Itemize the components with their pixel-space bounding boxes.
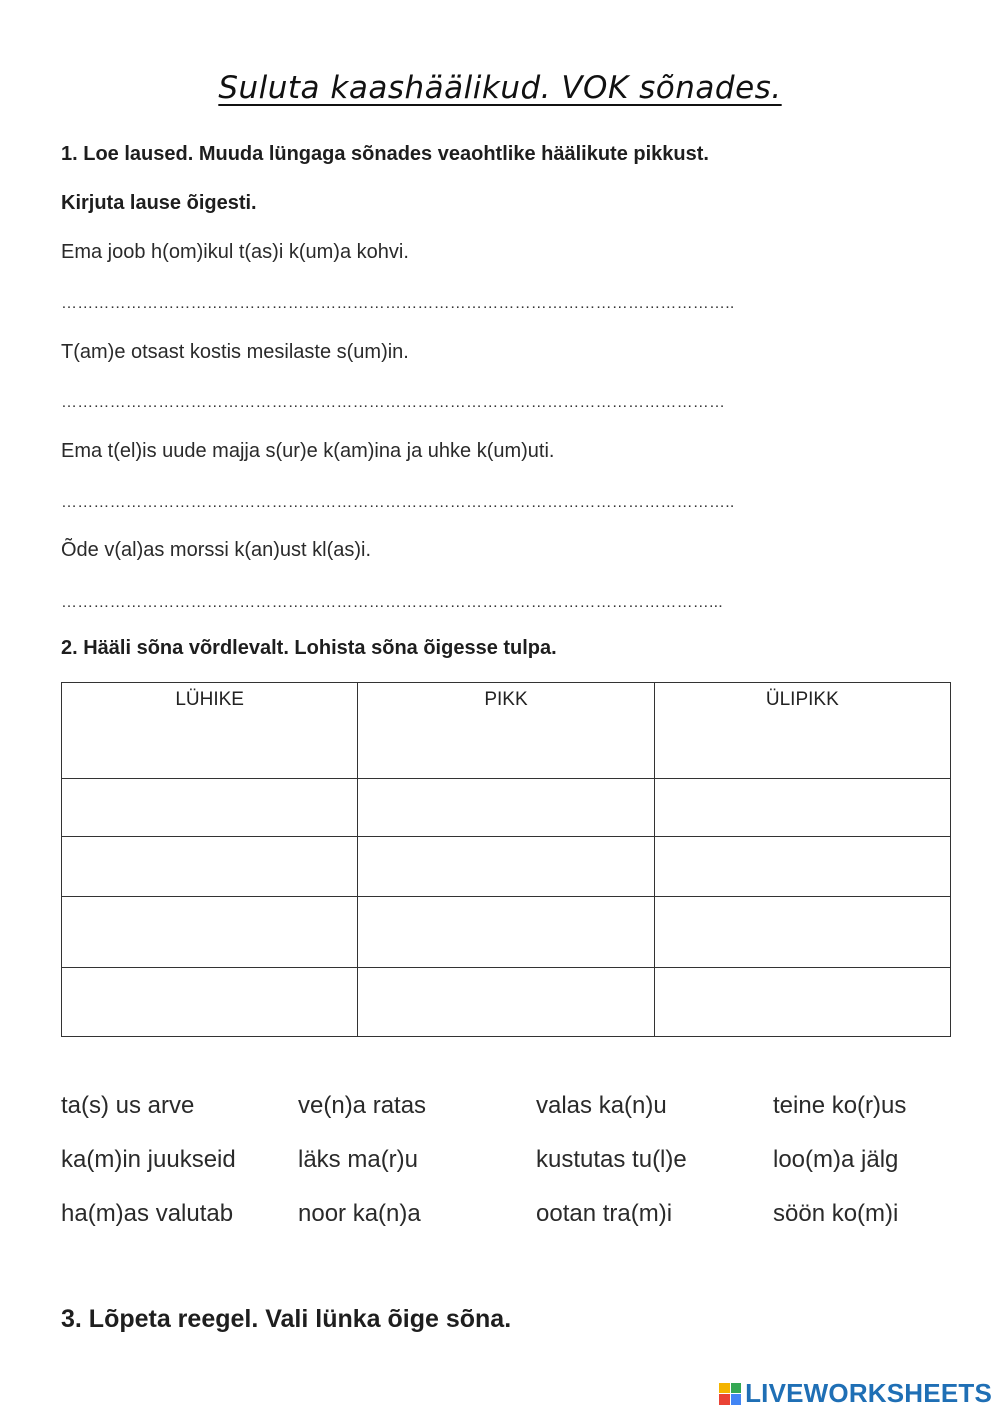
sentence-3: Ema t(el)is uude majja s(ur)e k(am)ina ja uhke k(um)uti. xyxy=(61,440,555,462)
liveworksheets-logo-icon xyxy=(719,1383,741,1405)
word-tile[interactable]: noor ka(n)a xyxy=(298,1200,421,1227)
worksheet-title xyxy=(0,70,1000,106)
title-text: Suluta kaashäälikud. VOK sõnades. xyxy=(218,70,782,106)
drop-cell[interactable] xyxy=(62,968,358,1037)
word-tile[interactable]: läks ma(r)u xyxy=(298,1146,419,1173)
drop-cell[interactable] xyxy=(62,897,358,968)
task3-heading: 3. Lõpeta reegel. Vali lünka õige sõna. xyxy=(61,1305,512,1333)
table-header-row xyxy=(62,683,951,779)
word-tile[interactable]: ootan tra(m)i xyxy=(536,1200,673,1227)
table-row xyxy=(62,837,951,897)
word-tile[interactable]: söön ko(m)i xyxy=(773,1200,899,1227)
word-tile[interactable]: ka(m)in juukseid xyxy=(61,1146,236,1173)
word-tile[interactable]: kustutas tu(l)e xyxy=(536,1146,687,1173)
sentence-2: T(am)e otsast kostis mesilaste s(um)in. xyxy=(61,341,409,363)
word-tile[interactable]: loo(m)a jälg xyxy=(773,1146,899,1173)
drop-cell[interactable] xyxy=(358,968,654,1037)
sentence-1: Ema joob h(om)ikul t(as)i k(um)a kohvi. xyxy=(61,241,409,263)
answer-line-1[interactable]: …………………………………………………………………………………………………………….. xyxy=(61,295,735,312)
table-row xyxy=(62,968,951,1037)
drop-cell[interactable] xyxy=(358,897,654,968)
liveworksheets-brand xyxy=(719,1378,992,1409)
drop-cell[interactable] xyxy=(654,968,950,1037)
drop-cell[interactable] xyxy=(62,837,358,897)
word-tile[interactable]: ta(s) us arve xyxy=(61,1092,195,1119)
table-row xyxy=(62,779,951,837)
drop-cell[interactable] xyxy=(358,779,654,837)
word-tile[interactable]: ha(m)as valutab xyxy=(61,1200,234,1227)
sorting-table xyxy=(61,682,951,1037)
word-tile[interactable]: valas ka(n)u xyxy=(536,1092,667,1119)
task2-heading: 2. Hääli sõna võrdlevalt. Lohista sõna õigesse tulpa. xyxy=(61,637,557,659)
brand-name: LIVEWORKSHEETS xyxy=(745,1378,992,1408)
table-row xyxy=(62,897,951,968)
drop-cell[interactable] xyxy=(654,837,950,897)
sentence-4: Õde v(al)as morssi k(an)ust kl(as)i. xyxy=(61,539,372,561)
column-header-long: PIKK xyxy=(358,683,654,779)
answer-line-3[interactable]: …………………………………………………………………………………………………………….. xyxy=(61,494,735,511)
word-tile[interactable]: teine ko(r)us xyxy=(773,1092,907,1119)
task1-subheading: Kirjuta lause õigesti. xyxy=(61,192,257,214)
word-tile[interactable]: ve(n)a ratas xyxy=(298,1092,427,1119)
drop-cell[interactable] xyxy=(62,779,358,837)
answer-line-2[interactable]: …………………………………………………………………………………………………………… xyxy=(61,394,726,411)
column-header-short: LÜHIKE xyxy=(62,683,358,779)
answer-line-4[interactable]: …………………………………………………………………………………………………………... xyxy=(61,594,723,611)
task1-heading: 1. Loe laused. Muuda lüngaga sõnades veaohtlike häälikute pikkust. xyxy=(61,143,709,165)
column-header-overlong: ÜLIPIKK xyxy=(654,683,950,779)
drop-cell[interactable] xyxy=(358,837,654,897)
drop-cell[interactable] xyxy=(654,779,950,837)
drop-cell[interactable] xyxy=(654,897,950,968)
